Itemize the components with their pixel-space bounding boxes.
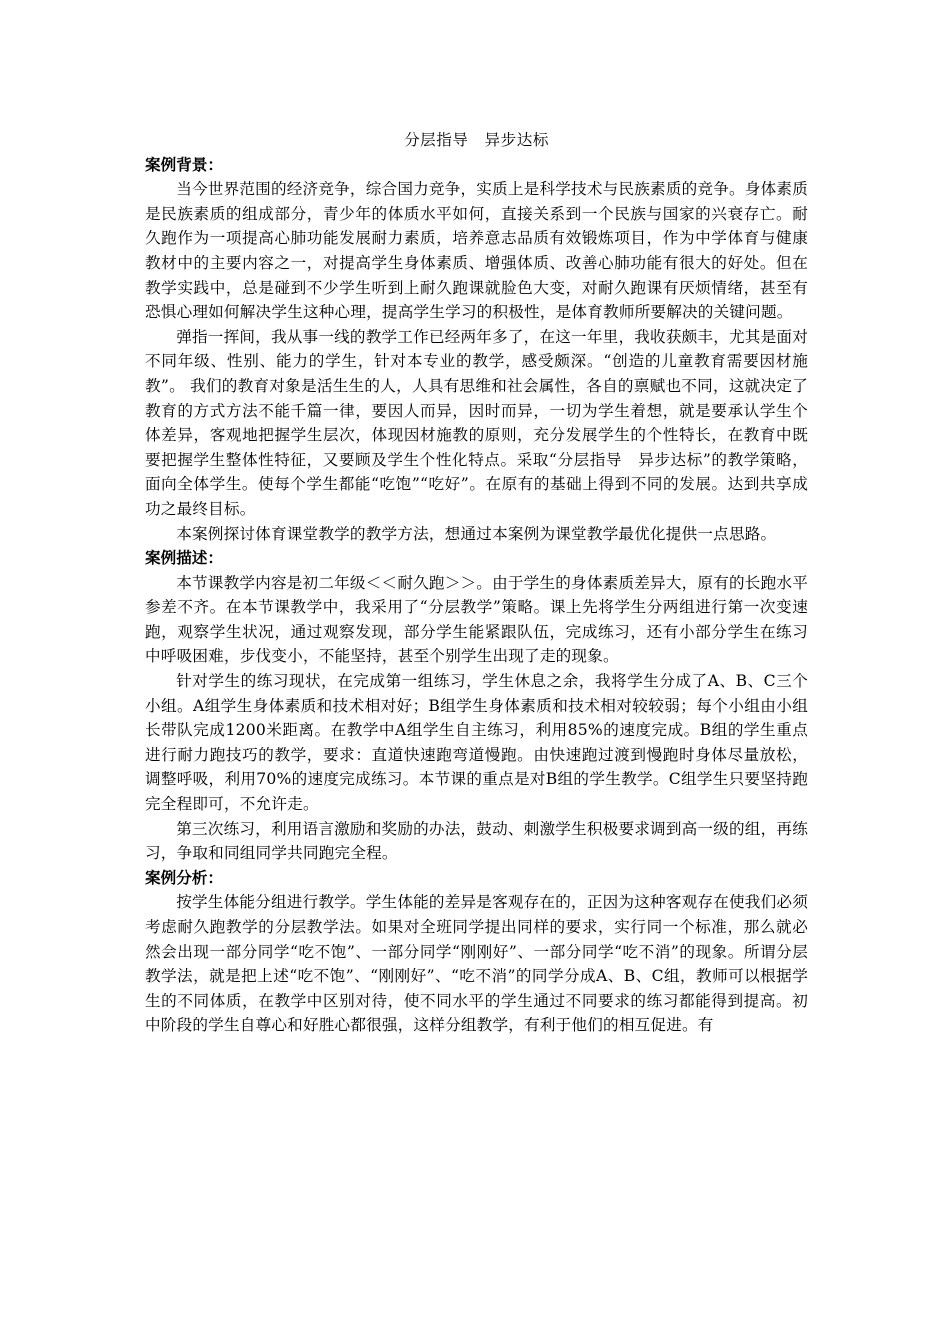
section-description xyxy=(145,546,808,866)
paragraph: 第三次练习，利用语言激励和奖励的办法，鼓动、刺激学生积极要求调到高一级的组，再练习，争取和同组同学共同跑完全程。 xyxy=(145,819,808,863)
paragraph: 本节课教学内容是初二年级＜＜耐久跑＞＞。由于学生的身体素质差异大，原有的长跑水平参差不齐。在本节课教学中，我采用了“分层教学”策略。课上先将学生分两组进行第一次变速跑，观察学生状况，通过观察发现，部分学生能紧跟队伍，完成练习，还有小部分学生在练习中呼吸困难，步伐变小，不能坚持，甚至个别学生出现了走的现象。 xyxy=(145,573,808,666)
document-page xyxy=(145,128,808,1038)
section-background xyxy=(145,153,808,547)
paragraph: 本案例探讨体育课堂教学的教学方法，想通过本案例为课堂教学最优化提供一点思路。 xyxy=(176,524,777,543)
section-heading-background: 案例背景： xyxy=(145,155,223,174)
paragraph: 弹指一挥间，我从事一线的教学工作已经两年多了，在这一年里，我收获颇丰，尤其是面对不同年级、性别、能力的学生，针对本专业的教学，感受颇深。“创造的儿童教育需要因材施教”。 我们的教育对象是活生生的人，人具有思维和社会属性，各自的禀赋也不同，这就决定了教育的方式方法不能千篇一律，要因人而异，因时而异，一切为学生着想，就是要承认学生个体差异，客观地把握学生层次，体现因材施教的原则，充分发展学生的个性特长，在教育中既要把握学生整体性特征，又要顾及学生个性化特点。采取“分层指导 异步达标”的教学策略，面向全体学生。使每个学生都能“吃饱”“吃好”。在原有的基础上得到不同的发展。达到共享成功之最终目标。 xyxy=(145,327,808,518)
paragraph: 针对学生的练习现状，在完成第一组练习，学生休息之余，我将学生分成了A、B、C三个小组。A组学生身体素质和技术相对好；B组学生身体素质和技术相对较较弱；每个小组由小组长带队完成1200米距离。在教学中A组学生自主练习，利用85%的速度完成。B组的学生重点进行耐力跑技巧的教学，要求：直道快速跑弯道慢跑。由快速跑过渡到慢跑时身体尽量放松，调整呼吸，利用70%的速度完成练习。本节课的重点是对B组的学生教学。C组学生只要坚持跑完全程即可，不允许走。 xyxy=(145,672,808,814)
section-heading-analysis: 案例分析： xyxy=(145,868,223,887)
section-heading-description: 案例描述： xyxy=(145,549,223,568)
document-title: 分层指导 异步达标 xyxy=(404,131,549,149)
paragraph: 当今世界范围的经济竞争，综合国力竞争，实质上是科学技术与民族素质的竞争。身体素质是民族素质的组成部分，青少年的体质水平如何，直接关系到一个民族与国家的兴衰存亡。耐久跑作为一项提高心肺功能发展耐力素质，培养意志品质有效锻炼项目，作为中学体育与健康教材中的主要内容之一，对提高学生身体素质、增强体质、改善心肺功能有很大的好处。但在教学实践中，总是碰到不少学生听到上耐久跑课就脸色大变，对耐久跑课有厌烦情绪，甚至有恐惧心理如何解决学生这种心理，提高学生学习的积极性，是体育教师所要解决的关键问题。 xyxy=(145,180,808,322)
section-analysis xyxy=(145,866,808,1038)
paragraph: 按学生体能分组进行教学。学生体能的差异是客观存在的，正因为这种客观存在使我们必须考虑耐久跑教学的分层教学法。如果对全班同学提出同样的要求，实行同一个标准，那么就必然会出现一部分同学“吃不饱”、一部分同学“刚刚好”、一部分同学“吃不消”的现象。所谓分层教学法，就是把上述“吃不饱”、“刚刚好”、“吃不消”的同学分成A、B、C组，教师可以根据学生的不同体质，在教学中区别对待，使不同水平的学生通过不同要求的练习都能得到提高。初中阶段的学生自尊心和好胜心都很强，这样分组教学，有利于他们的相互促进。有 xyxy=(145,893,808,1035)
